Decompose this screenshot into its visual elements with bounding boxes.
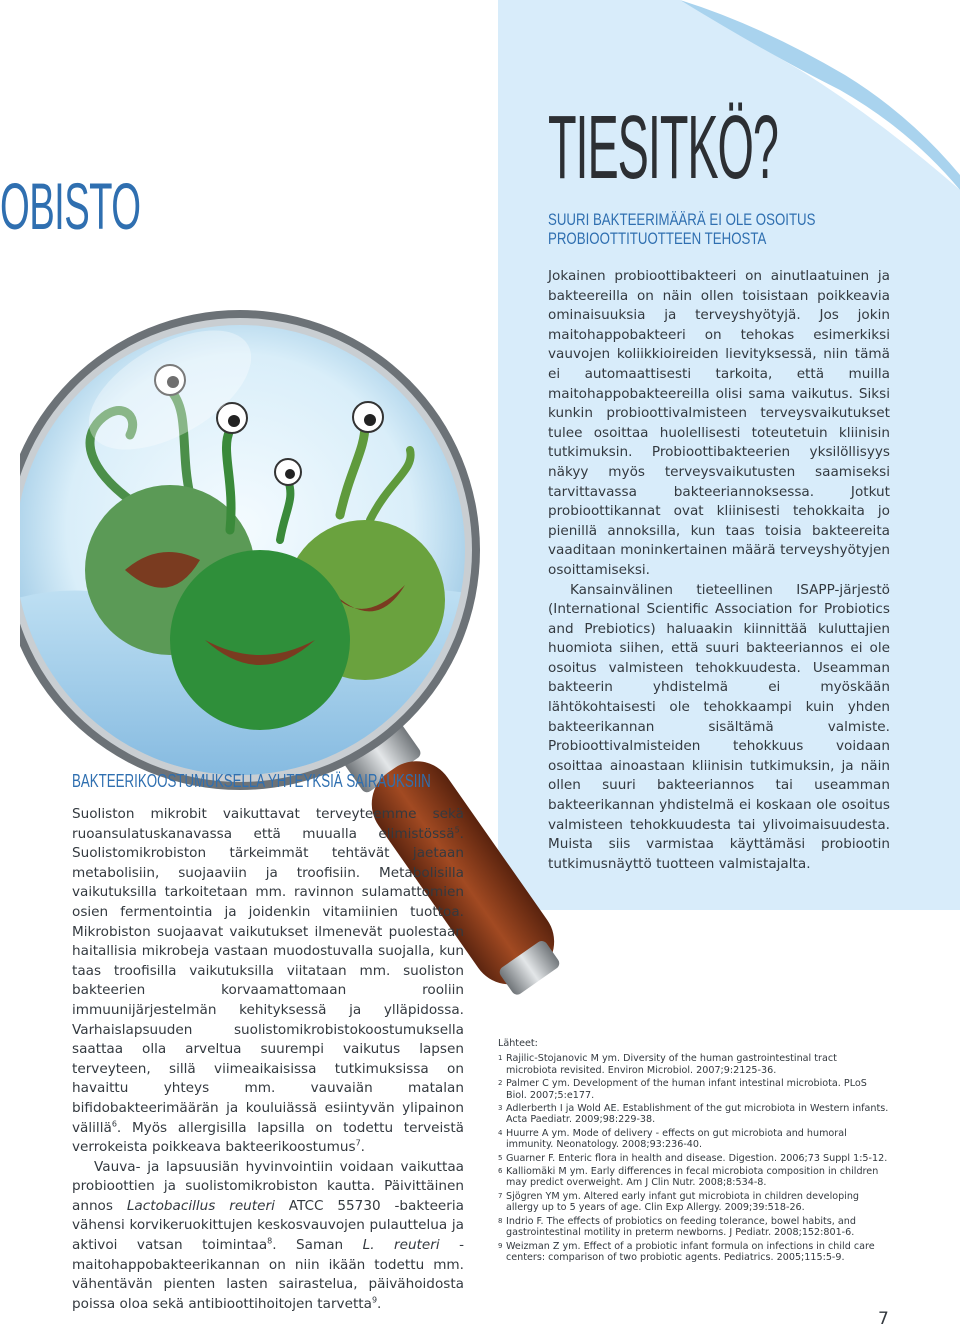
reference-text: Rajilic-Stojanovic M ym. Diversity of the human gastrointestinal tract microbiota revisited. Environ Microbiol. 2007;9:2125-36. [506,1053,837,1076]
reference-item [498,1191,890,1214]
reference-number: 6 [498,1167,503,1176]
callout-paragraph: Jokainen probioottibakteeri on ainutlaatuinen ja bakteereilla on näin ollen toisistaan poikkeavia ominaisuuksia ja terveyshyötyjä. Jos jokin maitohappobakteeri on tehokas esimerkiksi vauvojen koliikkioireiden lievityksessä, niin tämä ei automaattisesti tarkoita, että muilla maitohappobakteereilla olisi sama vaikutus. Siksi kunkin probioottivalmisteen terveysvaikutukset tulee osoittaa huolellisesti toteutetuin kliinisin tutkimuksin. Probioottibakteerien yksilöllisyys näkyy myös terveysvaikutusten saamiseksi tarvittavassa bakteeriannoksessa. Jotkut probioottikannat ovat kliinisesti tehokkaita jo pienillä annoksilla, kun taas toisia bakteereita vaaditaan moninkertainen määrä terveyshyötyjen osoittamiseksi. [548,268,890,578]
section-title-partial: OBISTO [0,169,141,243]
reference-text: Palmer C ym. Development of the human infant intestinal microbiota. PLoS Biol. 2007;5:e177. [506,1078,867,1101]
reference-text: Huurre A ym. Mode of delivery - effects on gut microbiota and humoral immunity. Neonatology. 2008;93:236-40. [506,1127,847,1151]
page-number: 7 [878,1309,889,1329]
reference-number: 1 [498,1054,503,1063]
article-paragraph: Suoliston mikrobit vaikuttavat terveyteemme sekä ruoansulatuskanavassa että muualla elimistössä$^5$. Suolistomikrobiston tärkeimmät tehtävät jaetaan metabolisiin, suojaaviin ja troofisiin. Metabolisilla vaikutuksilla tarkoitetaan mm. ravinnon sulamattomien osien fermentointia ja joidenkin vitamiinien tuottoa. Mikrobiston suojaavat vaikutukset ilmenevät puolestaan haitallisia mikrobeja vastaan muodostuvalla suojalla, kun taas troofisilla vaikutuksilla viitataan mm. suoliston bakteerien korvaamattomaan rooliin immuunijärjestelmän kehityksessä ja ylläpidossa. Varhaislapsuuden suolistomikrobistokoostumuksella saattaa olla arveltua suurempi vaikutus lapsen terveyteen, sillä viimeaikaisissa tutkimuksissa on havaittu yhteys mm. vauvaiän matalan bifidobakteerimäärän ja kouluiässä esiintyvän ylipainon välillä$^6$. Myös allergisilla lapsilla on todettu terveistä verrokeista poikkeava bakteerikoostumus$^7$. [72,806,464,1156]
reference-item [498,1241,890,1264]
reference-item [498,1103,890,1126]
reference-text: Adlerberth I ja Wold AE. Establishment of the gut microbiota in Western infants. Acta Paediatr. 2009;98:229-38. [506,1103,889,1126]
reference-item [498,1216,890,1239]
reference-number: 9 [498,1241,503,1250]
article-paragraph: Vauva- ja lapsuusiän hyvinvointiin voidaan vaikuttaa probioottien ja suolistomikrobiston kautta. Päivittäinen annos Lactobacillus reuteri ATCC 55730 -bakteeria vähensi korvikeruokittujen keskosvauvojen pulauttelua ja aktivoi vatsan toimintaa$^8$. Saman L. reuteri -maitohappobakteerikannan on niin ikään todettu mm. vähentävän pienten lasten sairastelua, päivähoidosta poissa oloa sekä antibioottihoitojen tarvetta$^9$. [72,1158,464,1312]
callout-title: TIESITKÖ? [548,98,778,198]
reference-text: Kalliomäki M ym. Early differences in fecal microbiota composition in children may predict overweight. Am J Clin Nutr. 2008;8:534-8. [506,1166,879,1189]
reference-number: 4 [498,1128,503,1137]
reference-number: 3 [498,1104,503,1113]
section-heading: BAKTEERIKOOSTUMUKSELLA YHTEYKSIÄ SAIRAUKSIIN [72,771,431,791]
reference-number: 5 [498,1153,503,1162]
callout-paragraph: Kansainvälinen tieteellinen ISAPP-järjestö (International Scientific Association for Probiotics and Prebiotics) haluaakin kiinnittää kuluttajien huomiota siihen, että suuri bakteeriannos ei ole osoitus valmisteen tehokkuudesta. Useamman bakteerin yhdistelmä ei myöskään lähtökohtaisesti ole tehokkaampi kuin yhden bakteerikannan sisältämä valmiste. Probioottivalmisteiden tehokkuus voidaan osoittaa ainoastaan kliinisin tutkimuksin, ja näin ollen suuri bakteeriannos tai useamman bakteerikannan yhdistelmä ei koskaan ole osoitus valmisteen tehokkuudesta tai ylivoimaisuudesta. Muista siis varmistaa käyttämäsi probiootin tutkimusnäyttö tuotteen valmistajalta. [548,581,890,872]
references-title: Lähteet: [498,1038,538,1049]
reference-item [498,1078,890,1101]
reference-item [498,1128,890,1151]
reference-item [498,1153,890,1164]
callout-body [548,267,890,874]
reference-text: Guarner F. Enteric flora in health and disease. Digestion. 2006;73 Suppl 1:5-12. [506,1152,888,1164]
reference-text: Weizman Z ym. Effect of a probiotic infant formula on infections in child care centers: comparison of two probiotic agents. Pediatrics. 2005;115:5-9. [506,1240,875,1263]
reference-text: Indrio F. The effects of probiotics on feeding tolerance, bowel habits, and gastrointestinal motility in preterm newborns. J Pediatr. 2008;152:801-6. [506,1215,856,1239]
reference-item [498,1053,890,1076]
reference-number: 8 [498,1216,503,1225]
reference-text: Sjögren YM ym. Altered early infant gut microbiota in children developing allergy up to 5 years of age. Clin Exp Allergy. 2009;39:518-26. [506,1190,860,1214]
reference-number: 7 [498,1191,503,1200]
references [498,1038,890,1265]
reference-item [498,1166,890,1189]
article-body [72,805,464,1314]
callout-subheading: SUURI BAKTEERIMÄÄRÄ EI OLE OSOITUS PROBIOOTTITUOTTEEN TEHOSTA [548,210,816,248]
reference-number: 2 [498,1079,503,1088]
